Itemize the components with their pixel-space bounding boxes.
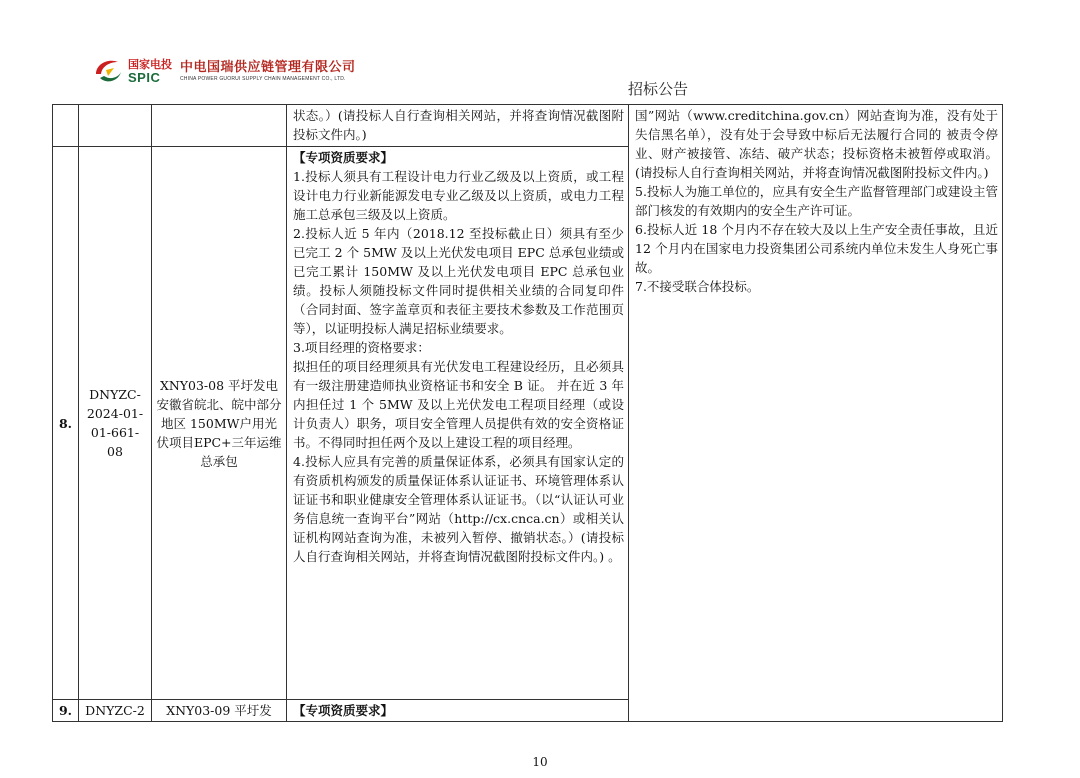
company-name-block (180, 60, 356, 83)
company-logo (92, 56, 356, 86)
common-requirement-text: 6.投标人近 18 个月内不存在较大及以上生产安全责任事故，且近 12 个月内在国家电力投资集团公司系统内单位未发生人身死亡事故。 (635, 222, 998, 275)
section-code: DNYZC-2 (79, 700, 152, 722)
logo-cn: 国家电投 (128, 57, 172, 71)
row-number: 9. (53, 700, 79, 722)
requirement-heading: 【专项资质要求】 (293, 703, 394, 718)
no-cell (53, 105, 79, 147)
requirement-text: 1.投标人须具有工程设计电力行业乙级及以上资质，或工程设计电力行业新能源发电专业乙级及以上资质，或电力工程施工总承包三级及以上资质。 (293, 169, 624, 222)
code-cell (79, 105, 152, 147)
common-requirement-text: 5.投标人为施工单位的，应具有安全生产监督管理部门或建设主管部门核发的有效期内的安全生产许可证。 (635, 184, 998, 218)
requirements-cell (287, 105, 629, 147)
requirement-text: 3.项目经理的资格要求： (293, 340, 430, 355)
spic-logo-icon (92, 56, 124, 86)
requirement-text: 4.投标人应具有完善的质量保证体系，必须具有国家认定的有资质机构颁发的质量保证体系认证证书、环境管理体系认证证书和职业健康安全管理体系认证证书。（以“认证认可业务信息统一查询平台”网站（http://cx.cnca.cn）或相关认证机构网站查询为准，未被列入暂停、撤销状态。）(请投标人自行查询相关网站，并将查询情况截图附投标文件内。) 。 (293, 454, 624, 564)
company-name-cn: 中电国瑞供应链管理有限公司 (180, 59, 356, 75)
bid-section-table (52, 104, 1003, 722)
requirement-text: 2.投标人近 5 年内（2018.12 至投标截止日）须具有至少已完工 2 个 5MW 及以上光伏发电项目 EPC 总承包业绩或已完工累计 150MW 及以上光伏发电项目 EPC 总承包业绩。投标人须随投标文件同时提供相关业绩的合同复印件（合同封面、签字盖章页和表征主要技术参数及工作范围页等），以证明投标人满足招标业绩要求。 (293, 226, 624, 336)
logo-text (128, 59, 172, 84)
requirements-cell (287, 147, 629, 700)
page-number: 10 (532, 755, 548, 769)
section-name: XNY03-08 平圩发电安徽省皖北、皖中部分地区 150MW户用光伏项目EPC+三年运维总承包 (152, 147, 287, 700)
common-requirement-text: 7.不接受联合体投标。 (635, 279, 760, 294)
table-row (53, 105, 1003, 147)
requirement-text: 状态。）(请投标人自行查询相关网站，并将查询情况截图附投标文件内。) (293, 108, 624, 142)
company-name-en: CHINA POWER GUORUI SUPPLY CHAIN MANAGEMENT CO., LTD. (180, 75, 346, 82)
requirement-text: 拟担任的项目经理须具有光伏发电工程建设经历，且必须具有一级注册建造师执业资格证书和安全 B 证。 并在近 3 年内担任过 1 个 5MW 及以上光伏发电工程项目经理（或设计负责人）职务，项目安全管理人员提供有效的安全资格证书。不得同时担任两个及以上建设工程的项目经理。 (293, 359, 624, 450)
logo-en: SPIC (128, 69, 161, 85)
requirement-heading: 【专项资质要求】 (293, 150, 394, 165)
requirements-cell (287, 700, 629, 722)
section-code: DNYZC-2024-01-01-661-08 (79, 147, 152, 700)
page-header (0, 0, 1080, 104)
section-name: XNY03-09 平圩发 (152, 700, 287, 722)
name-cell (152, 105, 287, 147)
row-number: 8. (53, 147, 79, 700)
common-requirement-text: 国”网站（www.creditchina.gov.cn）网站查询为准，没有处于失信黑名单），没有处于会导致中标后无法履行合同的 被责令停业、财产被接管、冻结、破产状态；投标资格未被暂停或取消。(请投标人自行查询相关网站，并将查询情况截图附投标文件内。) (635, 108, 998, 180)
common-requirements-cell (629, 105, 1003, 722)
document-title: 招标公告 (628, 80, 689, 98)
